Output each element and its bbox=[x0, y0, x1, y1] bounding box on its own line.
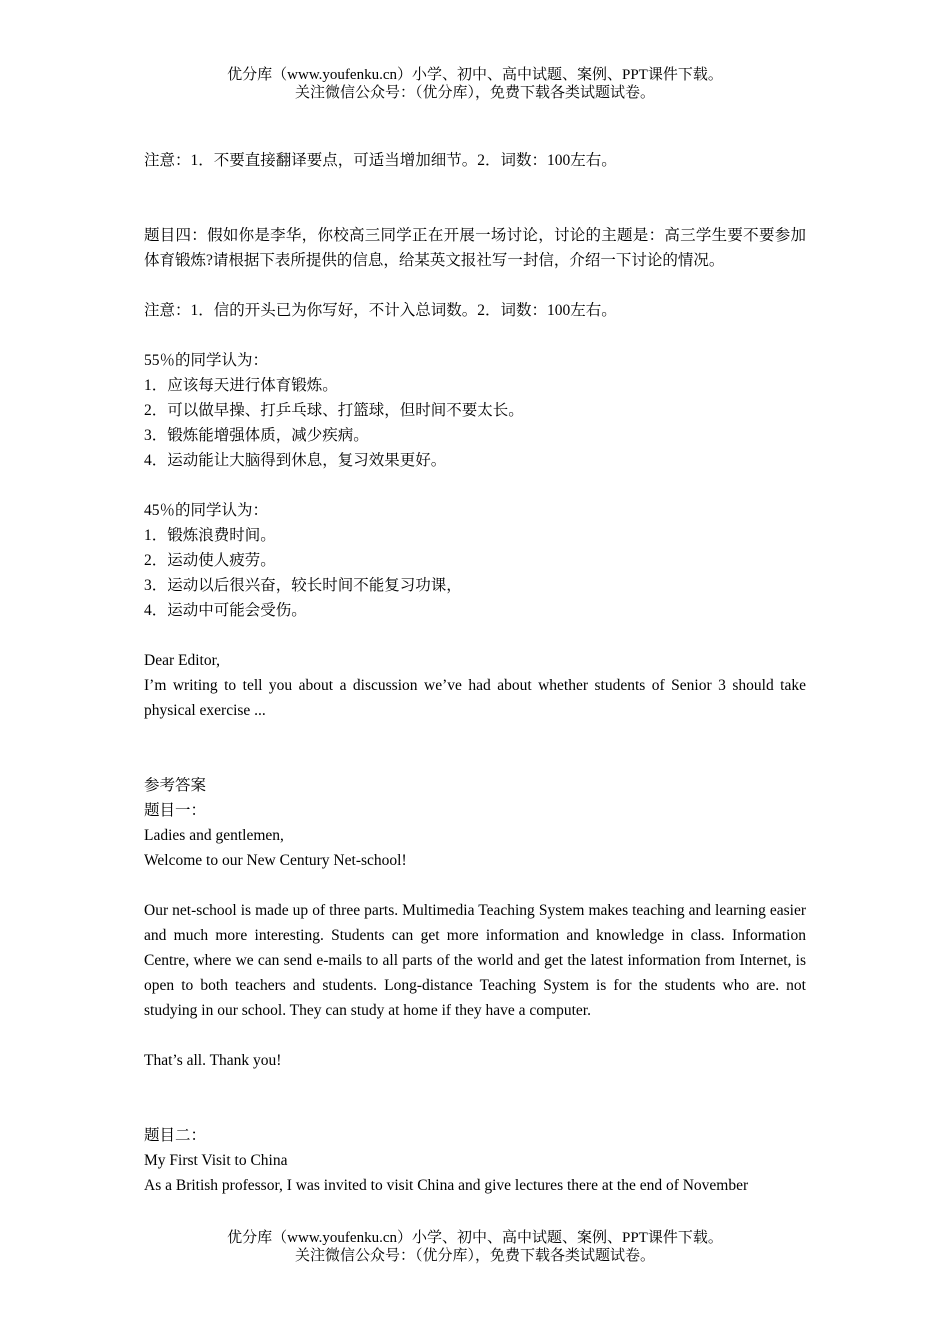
document-body bbox=[144, 148, 806, 1198]
answer-1-paragraph: Our net-school is made up of three parts. Multimedia Teaching System makes teaching and learning easier and much more interesting. Students can get more information and knowledge in class. Information Centre, where we can send e-mails to all parts of the world and get the latest information from Internet, is open to both teachers and students. Long-distance Teaching System is for the students who are. not studying in our school. They can study at home if they have a computer. bbox=[144, 902, 806, 1019]
group-1-item: 1．应该每天进行体育锻炼。 bbox=[144, 377, 338, 394]
group-1-item: 3．锻炼能增强体质，减少疾病。 bbox=[144, 427, 369, 444]
letter-opening: I’m writing to tell you about a discussion we’ve had about whether students of Senior 3 should take physical exercise ... bbox=[144, 677, 806, 719]
answer-1-label: 题目一： bbox=[144, 802, 207, 819]
group-2-title: 45％的同学认为： bbox=[144, 502, 269, 519]
note-1: 注意：1．不要直接翻译要点，可适当增加细节。2．词数：100左右。 bbox=[144, 152, 617, 169]
answer-2-title: My First Visit to China bbox=[144, 1152, 288, 1169]
answer-1-closing: That’s all. Thank you! bbox=[144, 1052, 282, 1069]
answer-2-first-line: As a British professor, I was invited to visit China and give lectures there at the end of November bbox=[144, 1177, 749, 1194]
group-1-title: 55％的同学认为： bbox=[144, 352, 269, 369]
group-2-item: 3．运动以后很兴奋，较长时间不能复习功课， bbox=[144, 577, 462, 594]
letter-greeting: Dear Editor, bbox=[144, 652, 220, 669]
page-footer bbox=[0, 1229, 950, 1265]
task-4-prompt: 题目四：假如你是李华，你校高三同学正在开展一场讨论，讨论的主题是：高三学生要不要参加体育锻炼?请根据下表所提供的信息，给某英文报社写一封信，介绍一下讨论的情况。 bbox=[144, 227, 806, 269]
group-2-item: 4．运动中可能会受伤。 bbox=[144, 602, 307, 619]
footer-line-1: 优分库（www.youfenku.cn）小学、初中、高中试题、案例、PPT课件下载。 bbox=[227, 1230, 723, 1246]
header-line-1: 优分库（www.youfenku.cn）小学、初中、高中试题、案例、PPT课件下载。 bbox=[227, 67, 723, 83]
footer-line-2: 关注微信公众号：（优分库），免费下载各类试题试卷。 bbox=[294, 1248, 655, 1264]
group-1-item: 4．运动能让大脑得到休息，复习效果更好。 bbox=[144, 452, 447, 469]
header-line-2: 关注微信公众号：（优分库），免费下载各类试题试卷。 bbox=[294, 85, 655, 101]
group-2-item: 2．运动使人疲劳。 bbox=[144, 552, 276, 569]
answer-1-salutation: Ladies and gentlemen, bbox=[144, 827, 284, 844]
group-2-item: 1．锻炼浪费时间。 bbox=[144, 527, 276, 544]
group-1-item: 2．可以做早操、打乒乓球、打篮球，但时间不要太长。 bbox=[144, 402, 524, 419]
page-header bbox=[0, 66, 950, 102]
answers-heading: 参考答案 bbox=[144, 777, 207, 794]
answer-2-label: 题目二： bbox=[144, 1127, 207, 1144]
answer-1-welcome: Welcome to our New Century Net-school! bbox=[144, 852, 407, 869]
note-2: 注意：1．信的开头已为你写好，不计入总词数。2．词数：100左右。 bbox=[144, 302, 617, 319]
